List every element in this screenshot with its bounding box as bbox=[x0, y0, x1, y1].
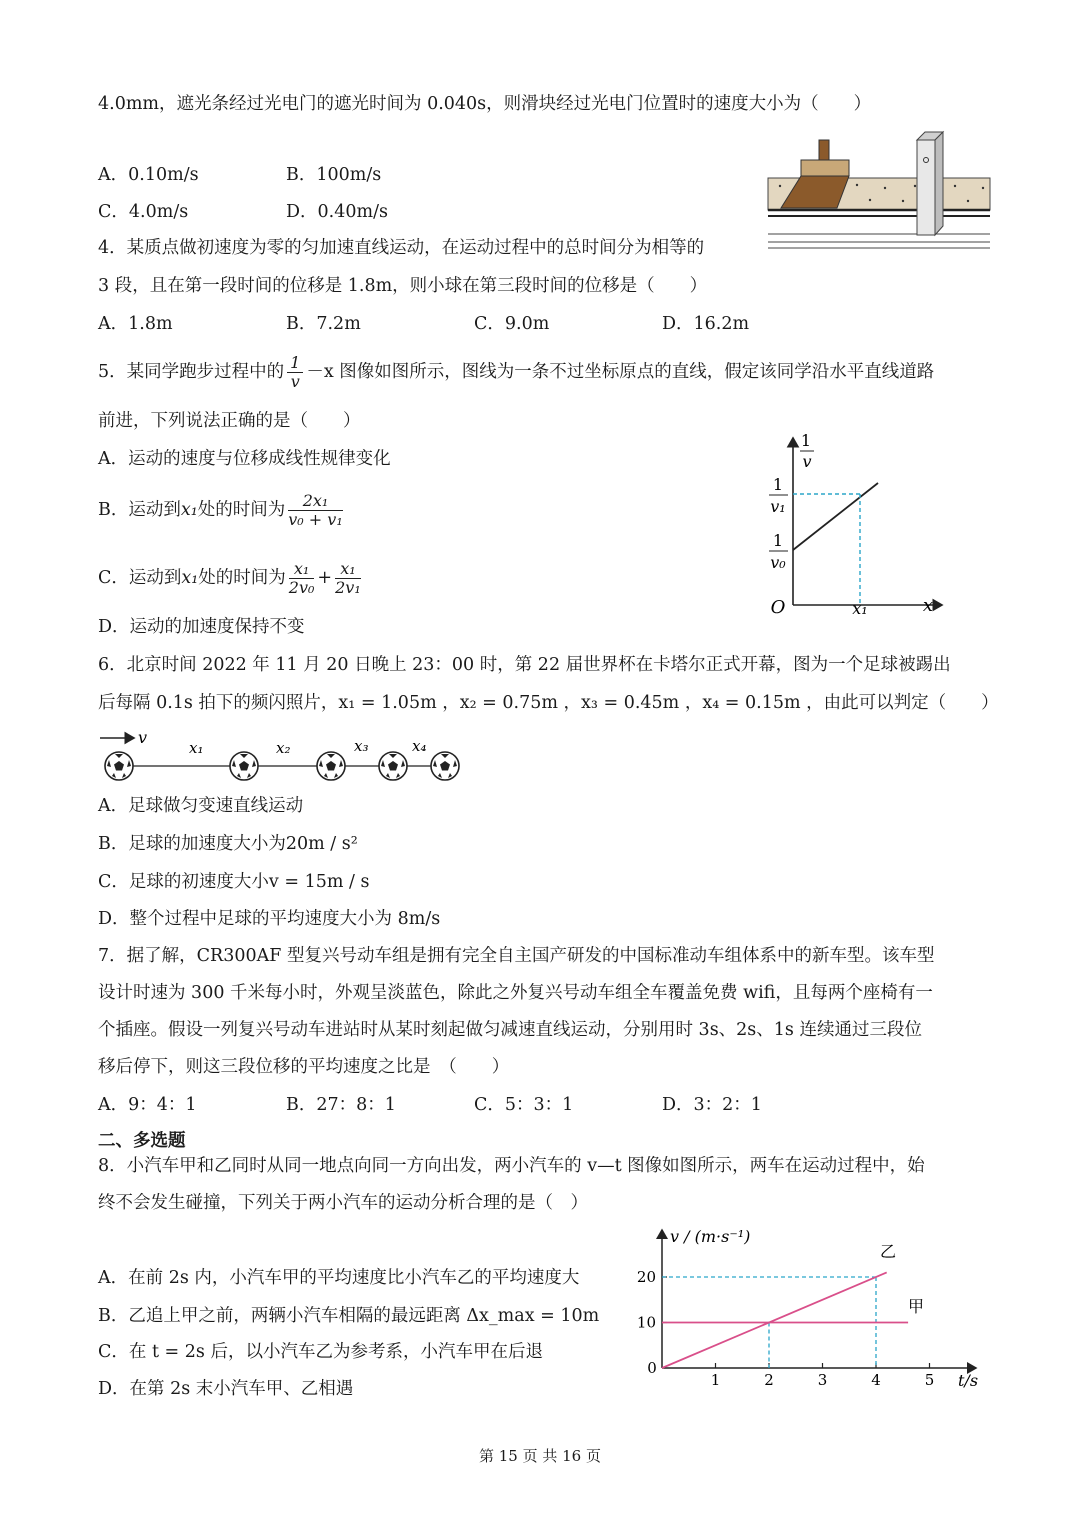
q8-option-d: D．在第 2s 末小汽车甲、乙相遇 bbox=[98, 1379, 354, 1399]
x3-label: x₃ bbox=[354, 737, 369, 755]
football-strobe-diagram bbox=[96, 726, 476, 786]
q5-opt-c-f1-den: 2v₀ bbox=[288, 578, 315, 597]
x4-label: x₄ bbox=[412, 737, 427, 755]
q5-opt-c-x1: x₁ bbox=[181, 568, 199, 588]
photogate bbox=[917, 132, 943, 235]
section-heading-multi-choice: 二、多选题 bbox=[98, 1131, 186, 1151]
q5-option-d: D．运动的加速度保持不变 bbox=[98, 617, 305, 637]
x2-label: x₂ bbox=[276, 739, 291, 757]
ball-3 bbox=[317, 752, 345, 780]
q5-opt-c-f1-num: x₁ bbox=[289, 560, 315, 579]
vt-chart bbox=[630, 1220, 985, 1395]
q5-opt-c-fraction-2 bbox=[335, 560, 361, 597]
q5-y1-den: v₁ bbox=[770, 497, 786, 516]
vt-series-line-yi bbox=[662, 1272, 887, 1368]
q5-suffix: －x 图像如图所示，图线为一条不过坐标原点的直线，假定该同学沿水平直线道路 bbox=[306, 362, 935, 382]
vt-y-tick-label: 20 bbox=[636, 1268, 656, 1286]
q5-option-c: C．运动到x₁处的时间为 $\frac{\text{x₁}}{\text{2v₀}}$ + $\frac{\text{x₁}}{\text{2v₁}}$ bbox=[98, 559, 361, 597]
q8-stem-line-1: 8．小汽车甲和乙同时从同一地点向同一方向出发，两小汽车的 v—t 图像如图所示，两车在运动过程中，始 bbox=[98, 1156, 925, 1176]
q4-option-a: A．1.8m bbox=[98, 314, 173, 334]
q5-option-b bbox=[98, 492, 346, 529]
q5-opt-c-fraction-1 bbox=[289, 560, 315, 597]
q5-y0-num: 1 bbox=[772, 531, 784, 550]
q7-stem-line-2: 设计时速为 300 千米每小时，外观呈淡蓝色，除此之外复兴号动车组全车覆盖免费 wifi，且每两个座椅有一 bbox=[98, 983, 933, 1003]
q8-stem-line-2: 终不会发生碰撞，下列关于两小汽车的运动分析合理的是（ ） bbox=[98, 1193, 588, 1213]
vt-x-tick-label: 5 bbox=[924, 1371, 935, 1389]
velocity-label: v bbox=[138, 728, 148, 747]
q3-option-b: B．100m/s bbox=[286, 165, 382, 185]
q3-stem-line: 4.0mm，遮光条经过光电门的遮光时间为 0.040s，则滑块经过光电门位置时的速度大小为（ ） bbox=[98, 94, 872, 114]
q6-stem-line-1: 6．北京时间 2022 年 11 月 20 日晚上 23：00 时，第 22 届世界杯在卡塔尔正式开幕，图为一个足球被踢出 bbox=[98, 655, 951, 675]
q5-stem-line-1 bbox=[98, 354, 934, 391]
vt-x-label: t/s bbox=[958, 1371, 979, 1390]
ball-1 bbox=[105, 752, 133, 780]
q7-stem-line-3: 个插座。假设一列复兴号动车进站时从某时刻起做匀减速直线运动，分别用时 3s、2s、1s 连续通过三段位 bbox=[98, 1020, 922, 1040]
q6-option-a: A．足球做匀变速直线运动 bbox=[98, 796, 304, 816]
q7-option-d: D．3：2：1 bbox=[662, 1095, 762, 1115]
q3-option-a: A．0.10m/s bbox=[98, 165, 199, 185]
q5-opt-c-f2-num: x₁ bbox=[335, 560, 361, 579]
q5-x1-label: x₁ bbox=[852, 599, 868, 618]
q5-frac-den: v bbox=[290, 372, 300, 391]
q5-opt-b-x1: x₁ bbox=[180, 500, 198, 520]
q6-option-b: B．足球的加速度大小为20m / s² bbox=[98, 834, 358, 854]
q3-option-d: D．0.40m/s bbox=[286, 202, 388, 222]
q5-opt-c-prefix: C．运动到 bbox=[98, 568, 182, 588]
q5-frac-num: 1 bbox=[287, 354, 303, 373]
q6-stem-line-2: 后每隔 0.1s 拍下的频闪照片，x₁ = 1.05m ，x₂ = 0.75m ，x₃ = 0.45m ，x₄ = 0.15m ，由此可以判定（ ） bbox=[98, 693, 999, 713]
q5-y0-den: v₀ bbox=[770, 553, 786, 572]
q5-origin-label: O bbox=[770, 597, 786, 618]
q7-option-c: C．5：3：1 bbox=[474, 1095, 574, 1115]
ball-5 bbox=[431, 752, 459, 780]
q5-option-a: A．运动的速度与位移成线性规律变化 bbox=[98, 449, 391, 469]
q5-y-label-den: v bbox=[802, 452, 812, 471]
photogate-figure bbox=[765, 128, 995, 253]
slider-block bbox=[781, 140, 849, 208]
q8-option-b: B．乙追上甲之前，两辆小汽车相隔的最远距离 Δx_max = 10m bbox=[98, 1306, 600, 1326]
vt-x-tick-label: 1 bbox=[710, 1371, 721, 1389]
q3-option-c: C．4.0m/s bbox=[98, 202, 189, 222]
q4-option-d: D．16.2m bbox=[662, 314, 750, 334]
q7-stem-line-1: 7．据了解，CR300AF 型复兴号动车组是拥有完全自主国产研发的中国标准动车组体系中的新车型。该车型 bbox=[98, 946, 935, 966]
q5-prefix: 5．某同学跑步过程中的 bbox=[98, 362, 285, 382]
vt-y-tick-label: 10 bbox=[636, 1313, 656, 1332]
q5-opt-b-fraction bbox=[288, 492, 342, 529]
q4-option-c: C．9.0m bbox=[474, 314, 550, 334]
q7-option-a: A．9：4：1 bbox=[98, 1095, 197, 1115]
q5-opt-b-prefix: B．运动到 bbox=[98, 500, 181, 520]
vt-x-tick-label: 2 bbox=[764, 1371, 774, 1389]
q5-y-label-num: 1 bbox=[800, 431, 812, 450]
q5-opt-b-num: 2x₁ bbox=[288, 492, 342, 511]
ball-4 bbox=[379, 752, 407, 780]
q5-opt-b-mid: 处的时间为 bbox=[197, 500, 286, 520]
x1-label: x₁ bbox=[189, 739, 204, 757]
q5-x-label: x bbox=[922, 595, 934, 616]
q5-inverse-velocity-graph bbox=[760, 430, 950, 625]
ball-2 bbox=[230, 752, 258, 780]
vt-x-tick-label: 4 bbox=[871, 1371, 881, 1389]
q5-stem-line-2: 前进，下列说法正确的是（ ） bbox=[98, 411, 361, 431]
q4-stem-line-2: 3 段，且在第一段时间的位移是 1.8m，则小球在第三段时间的位移是（ ） bbox=[98, 276, 708, 296]
q5-fraction bbox=[287, 354, 303, 391]
q4-option-b: B．7.2m bbox=[286, 314, 361, 334]
q6-option-c: C．足球的初速度大小v = 15m / s bbox=[98, 872, 370, 892]
page-footer: 第 15 页 共 16 页 bbox=[478, 1447, 601, 1465]
q5-graph-line bbox=[793, 483, 878, 550]
q8-option-a: A．在前 2s 内，小汽车甲的平均速度比小汽车乙的平均速度大 bbox=[98, 1268, 580, 1288]
q7-option-b: B．27：8：1 bbox=[286, 1095, 396, 1115]
q5-y1-num: 1 bbox=[772, 475, 784, 494]
vt-label-yi: 乙 bbox=[880, 1242, 897, 1261]
vt-x-tick-label: 3 bbox=[817, 1371, 828, 1389]
q8-option-c: C．在 t = 2s 后，以小汽车乙为参考系，小汽车甲在后退 bbox=[98, 1342, 543, 1362]
q6-option-d: D．整个过程中足球的平均速度大小为 8m/s bbox=[98, 909, 441, 929]
q5-opt-c-mid: 处的时间为 bbox=[198, 568, 286, 588]
vt-label-jia: 甲 bbox=[908, 1297, 925, 1316]
q4-stem-line-1: 4．某质点做初速度为零的匀加速直线运动，在运动过程中的总时间分为相等的 bbox=[98, 238, 705, 258]
q5-opt-b-den: v₀ + v₁ bbox=[288, 510, 343, 529]
q7-stem-line-4: 移后停下，则这三段位移的平均速度之比是 （ ） bbox=[98, 1057, 510, 1077]
vt-y-label: v / (m·s⁻¹) bbox=[670, 1227, 751, 1246]
q5-opt-c-f2-den: 2v₁ bbox=[335, 578, 361, 597]
vt-origin-label: 0 bbox=[647, 1359, 657, 1377]
